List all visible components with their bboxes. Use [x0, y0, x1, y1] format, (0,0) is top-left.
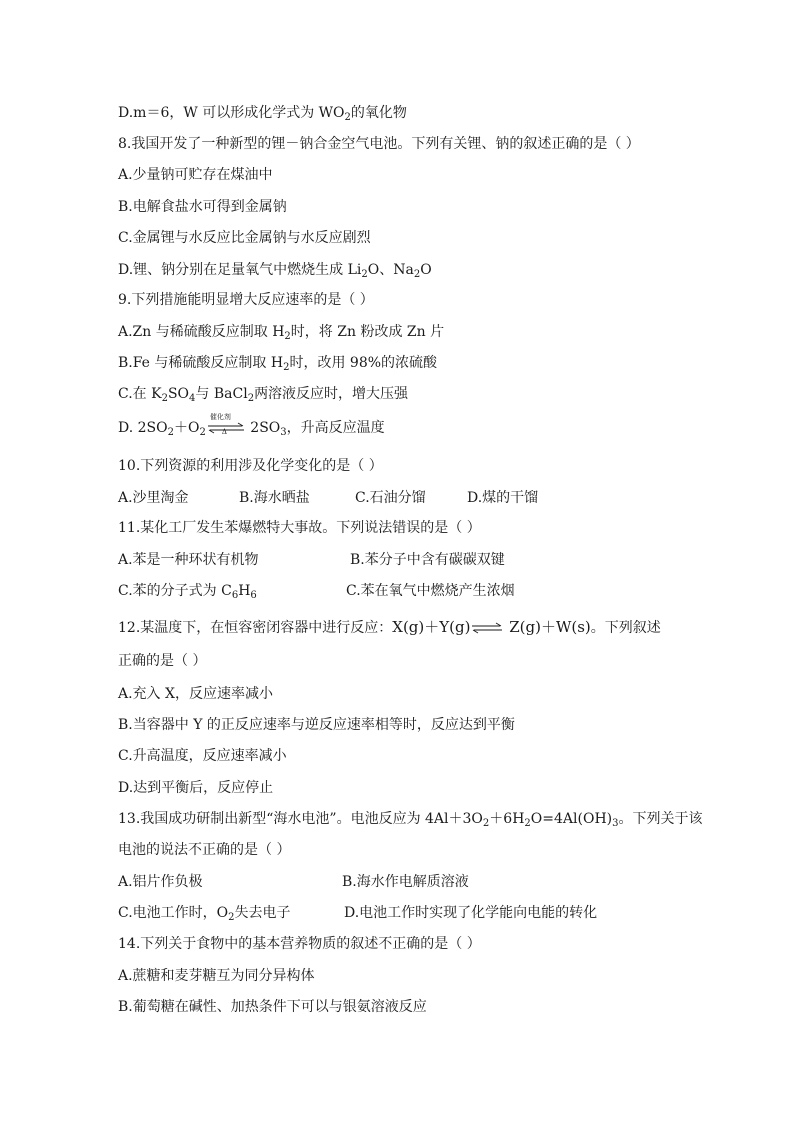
- q13-option-c: C.电池工作时，$O_2$失去电子: [118, 905, 291, 923]
- q8-stem: 8.我国开发了一种新型的锂－钠合金空气电池。下列有关锂、钠的叙述正确的是（ ）: [118, 136, 640, 152]
- q10-option-a: A.沙里淘金: [118, 490, 189, 506]
- q9-option-c: C.在 $K_2SO_4$与 BaCl$_2$两溶液反应时，增大压强: [118, 386, 409, 404]
- q10-option-d: D.煤的干馏: [467, 490, 539, 506]
- q8-option-b: B.电解食盐水可得到金属钠: [118, 199, 287, 215]
- q12-stem: 12.某温度下，在恒容密闭容器中进行反应：X(g)＋Y(g) Z(g)＋W(s)。下列叙述: [118, 618, 661, 636]
- q9-option-a: A.Zn 与稀硫酸反应制取 $H_2$时，将 Zn 粉改成 Zn 片: [118, 324, 445, 342]
- q8-option-a: A.少量钠可贮存在煤油中: [118, 167, 273, 183]
- q11-option-b: B.苯分子中含有碳碳双键: [350, 552, 505, 568]
- q10-option-c: C.石油分馏: [355, 490, 426, 506]
- q11-option-d: C.苯在氧气中燃烧产生浓烟: [346, 583, 515, 599]
- q9-option-d: D. $2SO_2+O_2$ 催化剂 Δ $2SO_3$，升高反应温度: [118, 413, 385, 438]
- q14-option-a: A.蔗糖和麦芽糖互为同分异构体: [118, 968, 315, 984]
- q10-option-b: B.海水晒盐: [239, 490, 310, 506]
- q11-option-c: C.苯的分子式为 $C_6H_6$: [118, 583, 257, 601]
- q13-option-b: B.海水作电解质溶液: [342, 874, 469, 890]
- q12-option-c: C.升高温度，反应速率减小: [118, 748, 287, 764]
- q12-stem-line2: 正确的是（ ）: [118, 653, 207, 669]
- q11-option-a: A.苯是一种环状有机物: [118, 552, 259, 568]
- reversible-arrow-icon: [470, 618, 504, 638]
- q14-option-b: B.葡萄糖在碱性、加热条件下可以与银氨溶液反应: [118, 999, 427, 1015]
- q14-stem: 14.下列关于食物中的基本营养物质的叙述不正确的是（ ）: [118, 936, 481, 952]
- q13-stem: 13.我国成功研制出新型“海水电池”。电池反应为 $4Al+3O_2+6H_2O=4Al(OH)_3$。下列关于该: [118, 811, 703, 829]
- q12-option-b: B.当容器中 Y 的正反应速率与逆反应速率相等时，反应达到平衡: [118, 717, 515, 733]
- q9-option-b: B.Fe 与稀硫酸反应制取 $H_2$时，改用 98%的浓硫酸: [118, 355, 438, 373]
- q10-stem: 10.下列资源的利用涉及化学变化的是（ ）: [118, 458, 383, 474]
- q11-stem: 11.某化工厂发生苯爆燃特大事故。下列说法错误的是（ ）: [118, 520, 481, 536]
- q13-stem-line2: 电池的说法不正确的是（ ）: [118, 842, 291, 858]
- q13-option-a: A.铝片作负极: [118, 874, 203, 890]
- reversible-arrow-icon: 催化剂 Δ: [206, 418, 246, 438]
- q13-option-d: D.电池工作时实现了化学能向电能的转化: [344, 905, 598, 921]
- q8-option-d: D.锂、钠分别在足量氧气中燃烧生成 $Li_2O$、$Na_2O$: [118, 262, 432, 280]
- q9-stem: 9.下列措施能明显增大反应速率的是（ ）: [118, 292, 374, 308]
- q12-option-a: A.充入 X，反应速率减小: [118, 686, 273, 702]
- q8-option-c: C.金属锂与水反应比金属钠与水反应剧烈: [118, 230, 371, 246]
- q7-option-d: D.m＝6，W 可以形成化学式为 $WO_2$的氧化物: [118, 105, 407, 123]
- q12-option-d: D.达到平衡后，反应停止: [118, 780, 274, 796]
